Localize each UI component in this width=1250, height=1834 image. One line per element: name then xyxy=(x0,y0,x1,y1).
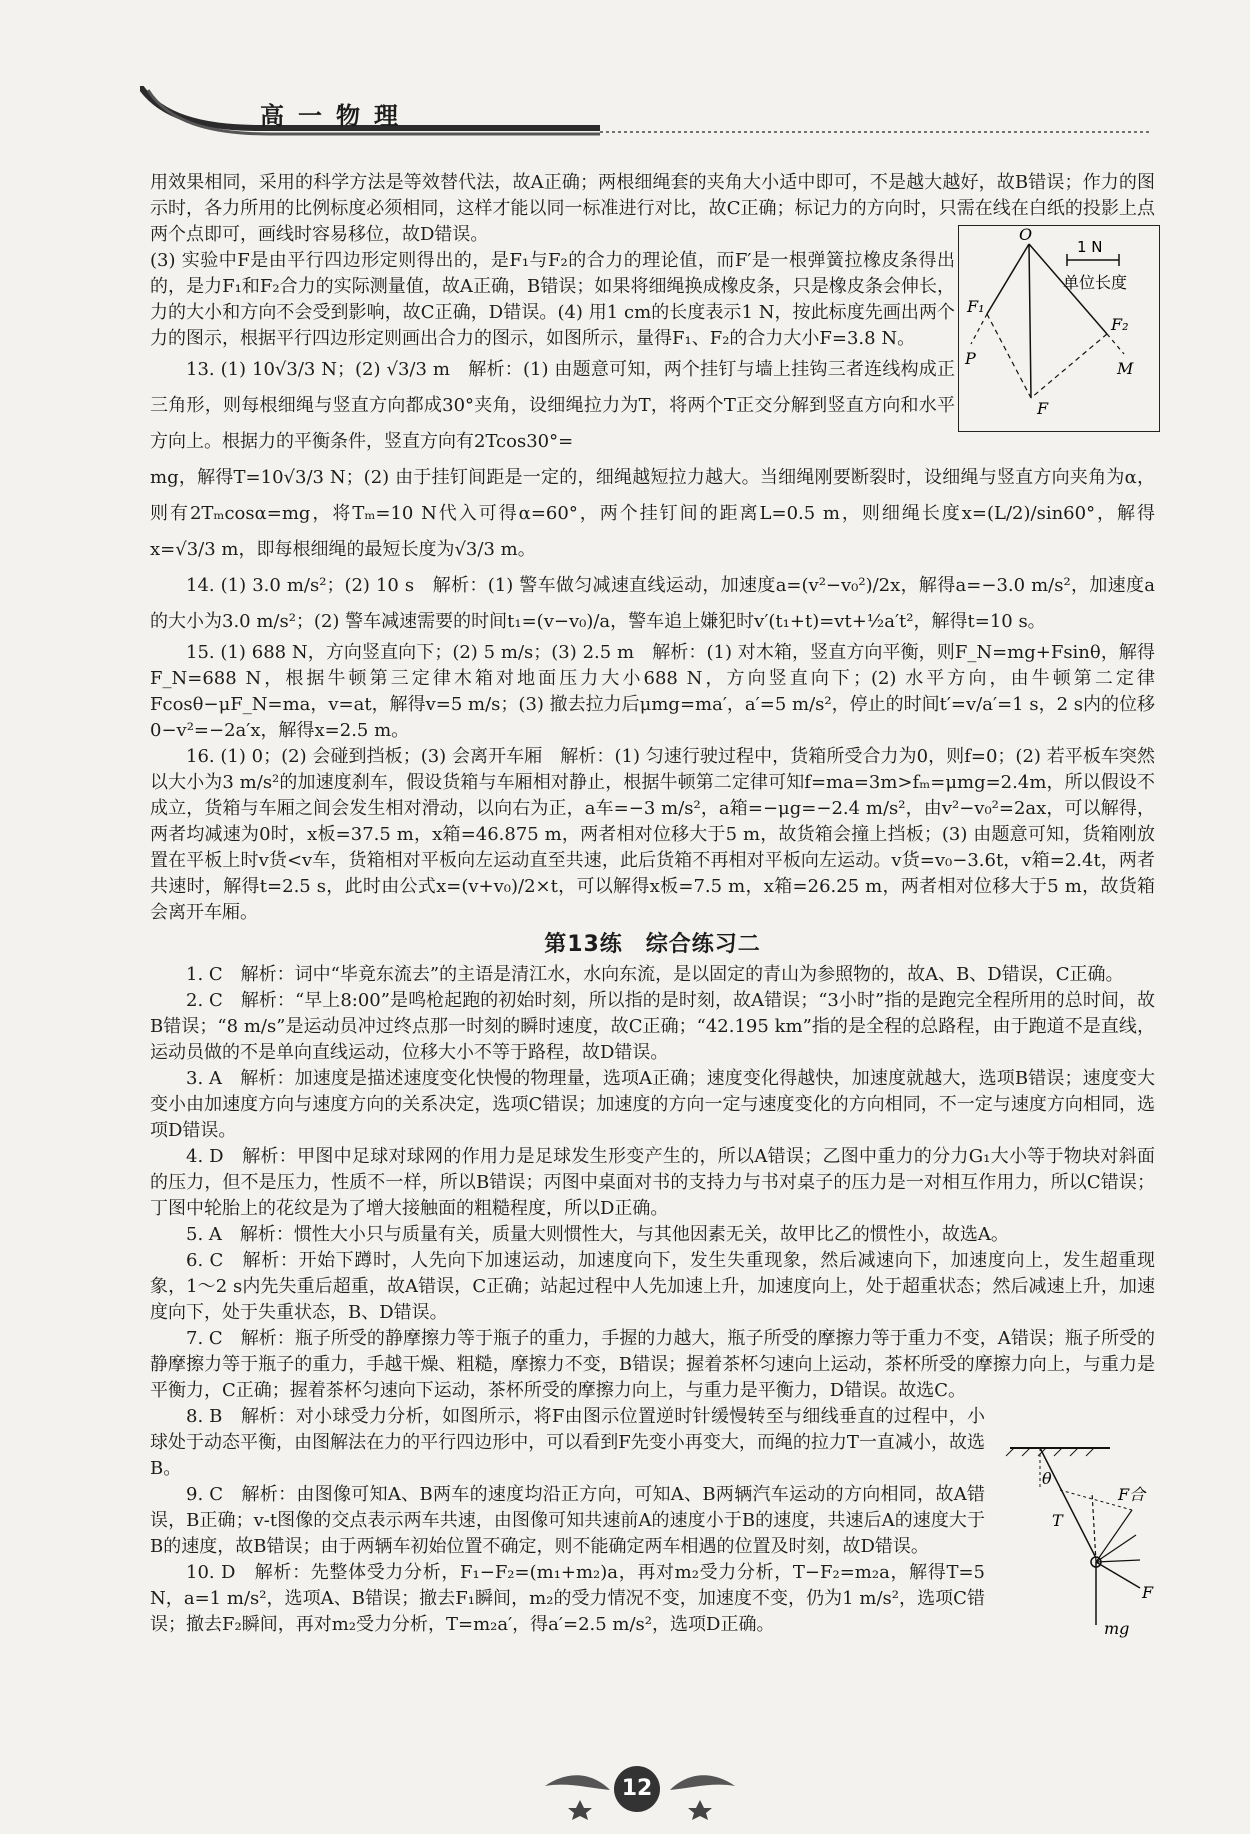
answer-item: 1. C 解析：词中“毕竟东流去”的主语是清江水，水向东流，是以固定的青山为参照物的，故A、B、D错误，C正确。 xyxy=(186,964,1124,985)
answer-item: 10. D 解析：先整体受力分析，F₁−F₂=(m₁+m₂)a，再对m₂受力分析，T−F₂=m₂a，解得T=5 N，a=1 m/s²，选项A、B错误；撤去F₁瞬间，m₂的受力情况不变，加速度不变，仍为1 m/s²，选项C错误；撤去F₂瞬间，再对m₂受力分析，T=m₂a′，得a′=2.5 m/s²，选项D正确。 xyxy=(150,1562,985,1635)
paragraph-cont: 用效果相同，采用的科学方法是等效替代法，故A正确；两根细绳套的夹角大小适中即可，不是越大越好，故B错误；作力的图示时，各力所用的比例标度必须相同，这样才能以同一标准进行对比，故C正确；标记力的方向时，只需在线在白纸的投影上点两个点即可，画线时容易移位，故D错误。 xyxy=(150,172,1155,245)
f2-label: F₂ xyxy=(1111,315,1129,334)
answer-item: 9. C 解析：由图像可知A、B两车的速度均沿正方向，可知A、B两辆汽车运动的方向相同，故A错误，B正确；v-t图像的交点表示两车共速，由图像可知共速前A的速度小于B的速度，共速后A的速度大于B的速度，故B错误；由于两辆车初始位置不确定，则不能确定两车相遇的位置及时刻，故D错误。 xyxy=(150,1484,985,1557)
answer-15: 15. (1) 688 N，方向竖直向下；(2) 5 m/s；(3) 2.5 m 解析：(1) 对木箱，竖直方向平衡，则F_N=mg+Fsinθ，解得F_N=688 N，根据牛顿第三定律木箱对地面压力大小688 N，方向竖直向下；(2) 水平方向，由牛顿第二定律Fcosθ−μF_N=ma，v=at，解得v=5 m/s；(3) 撤去拉力后μmg=ma′，a′=5 m/s²，停止的时间t′=v/a′=1 s，2 s内的位移0−v²=−2a′x，解得x=2.5 m。 xyxy=(150,642,1155,741)
f1-label: F₁ xyxy=(967,297,985,316)
answer-item: 4. D 解析：甲图中足球对球网的作用力是足球发生形变产生的，所以A错误；乙图中重力的分力G₁大小等于物块对斜面的压力，但不是压力，性质不一样，所以B错误；丙图中桌面对书的支持力与书对桌子的压力是一对相互作用力，所以C错误；丁图中轮胎上的花纹是为了增大接触面的粗糙程度，所以D正确。 xyxy=(150,1146,1155,1219)
page-content xyxy=(150,170,1155,1638)
page-number: 12 xyxy=(614,1766,660,1812)
scale-caption: 单位长度 xyxy=(1063,273,1128,292)
page-header xyxy=(140,86,1160,156)
answer-item: 6. C 解析：开始下蹲时，人先向下加速运动，加速度向下，发生失重现象，然后减速向下，加速度向上，发生超重现象，1～2 s内先失重后超重，故A错误，C正确；站起过程中人先加速上升，加速度向上，处于超重状态；然后减速上升，加速度向下，处于失重状态，B、D错误。 xyxy=(150,1250,1155,1323)
answer-item: 5. A 解析：惯性大小只与质量有关，质量大则惯性大，与其他因素无关，故甲比乙的惯性小，故选A。 xyxy=(186,1224,1009,1245)
resultant-f-he-label: F合 xyxy=(1118,1485,1146,1504)
force-f-label: F xyxy=(1142,1583,1154,1602)
scale-label: 1 N xyxy=(1077,238,1103,256)
answer-item: 3. A 解析：加速度是描述速度变化快慢的物理量，选项A正确；速度变化得越快，加速度就越大，选项B错误；速度变大变小由加速度方向与速度方向的关系决定，选项C错误；加速度的方向一定与速度变化的方向相同，不一定与速度方向相同，选项D错误。 xyxy=(150,1068,1155,1141)
answer-item: 8. B 解析：对小球受力分析，如图所示，将F由图示位置逆时针缓慢转至与细线垂直的过程中，小球处于动态平衡，由图解法在力的平行四边形中，可以看到F先变小再变大，而绳的拉力T一直减小，故选B。 xyxy=(150,1406,985,1479)
point-m-label: M xyxy=(1117,359,1134,378)
point-p-label: P xyxy=(965,349,976,368)
answer-item: 2. C 解析：“早上8:00”是鸣枪起跑的初始时刻，所以指的是时刻，故A错误；“3小时”指的是跑完全程所用的总时间，故B错误；“8 m/s”是运动员冲过终点那一时刻的瞬时速度，故C正确；“42.195 km”指的是全程的总路程，由于跑道不是直线，运动员做的不是单向直线运动，位移大小不等于路程，故D错误。 xyxy=(150,990,1155,1063)
point-o-label: O xyxy=(1019,226,1033,244)
answer-item: 7. C 解析：瓶子所受的静摩擦力等于瓶子的重力，手握的力越大，瓶子所受的摩擦力等于重力不变，A错误；瓶子所受的静摩擦力等于瓶子的重力，手越干燥、粗糙，摩擦力不变，B错误；握着茶杯匀速向上运动，茶杯所受的摩擦力向上，与重力是平衡力，C正确；握着茶杯匀速向下运动，茶杯所受的摩擦力向上，与重力是平衡力，D错误。故选C。 xyxy=(150,1328,1155,1401)
theta-label: θ xyxy=(1042,1469,1052,1488)
paragraph-part3-4: (3) 实验中F是由平行四边形定则得出的，是F₁与F₂的合力的理论值，而F′是一根弹簧拉橡皮条得出的，是力F₁和F₂合力的实际测量值，故A正确，B错误；如果将细绳换成橡皮条，只是橡皮条会伸长，力的大小和方向不会受到影响，故C正确，D错误。(4) 用1 cm的长度表示1 N，按此标度先画出两个力的图示，根据平行四边形定则画出合力的图示，如图所示，量得F₁、F₂的合力大小F=3.8 N。 xyxy=(150,250,955,349)
answer-13-part2: mg，解得T=10√3/3 N；(2) 由于挂钉间距是一定的，细绳越短拉力越大。当细绳刚要断裂时，设细绳与竖直方向夹角为α，则有2Tₘcosα=mg，将Tₘ=10 N代入可得α=60°，两个挂钉间的距离L=0.5 m，则细绳长度x=(L/2)/sin60°，解得x=√3/3 m，即每根细绳的最短长度为√3/3 m。 xyxy=(150,467,1155,560)
header-title: 高一物理 xyxy=(260,102,412,130)
answer-16: 16. (1) 0；(2) 会碰到挡板；(3) 会离开车厢 解析：(1) 匀速行驶过程中，货箱所受合力为0，则f=0；(2) 若平板车突然以大小为3 m/s²的加速度刹车，假设货箱与车厢相对静止，根据牛顿第二定律可知f=ma=3m>fₘ=μmg=2.4m，所以假设不成立，货箱与车厢之间会发生相对滑动，以向右为正，a车=−3 m/s²，a箱=−μg=−2.4 m/s²，由v²−v₀²=2ax，可以解得，两者均减速为0时，x板=37.5 m，x箱=46.875 m，两者相对位移大于5 m，故货箱会撞上挡板；(3) 由题意可知，货箱刚放置在平板上时v货<v车，货箱相对平板向左运动直至共速，此后货箱不再相对平板向左运动。v货=v₀−3.6t，v箱=2.4t，两者共速时，解得t=2.5 s，此时由公式x=(v+v₀)/2×t，可以解得x板=7.5 m，x箱=26.25 m，两者相对位移大于5 m，故货箱会离开车厢。 xyxy=(150,746,1155,923)
answer-13-part1: 13. (1) 10√3/3 N；(2) √3/3 m 解析：(1) 由题意可知，两个挂钉与墙上挂钩三者连线构成正三角形，则每根细绳与竖直方向都成30°夹角，设细绳拉力为T，将两个T正交分解到竖直方向和水平方向上。根据力的平衡条件，竖直方向有2Tcos30°= xyxy=(150,359,955,452)
page-footer xyxy=(540,1760,740,1820)
resultant-f-label: F xyxy=(1037,399,1049,418)
tension-t-label: T xyxy=(1052,1511,1063,1530)
section-title: 第13练 综合练习二 xyxy=(544,932,761,957)
gravity-mg-label: mg xyxy=(1104,1619,1130,1638)
answer-14: 14. (1) 3.0 m/s²；(2) 10 s 解析：(1) 警车做匀减速直线运动，加速度a=(v²−v₀²)/2x，解得a=−3.0 m/s²，加速度a的大小为3.0 m/s²；(2) 警车减速需要的时间t₁=(v−v₀)/a，警车追上嫌犯时v′(t₁+t)=vt+½a′t²，解得t=10 s。 xyxy=(150,575,1155,632)
